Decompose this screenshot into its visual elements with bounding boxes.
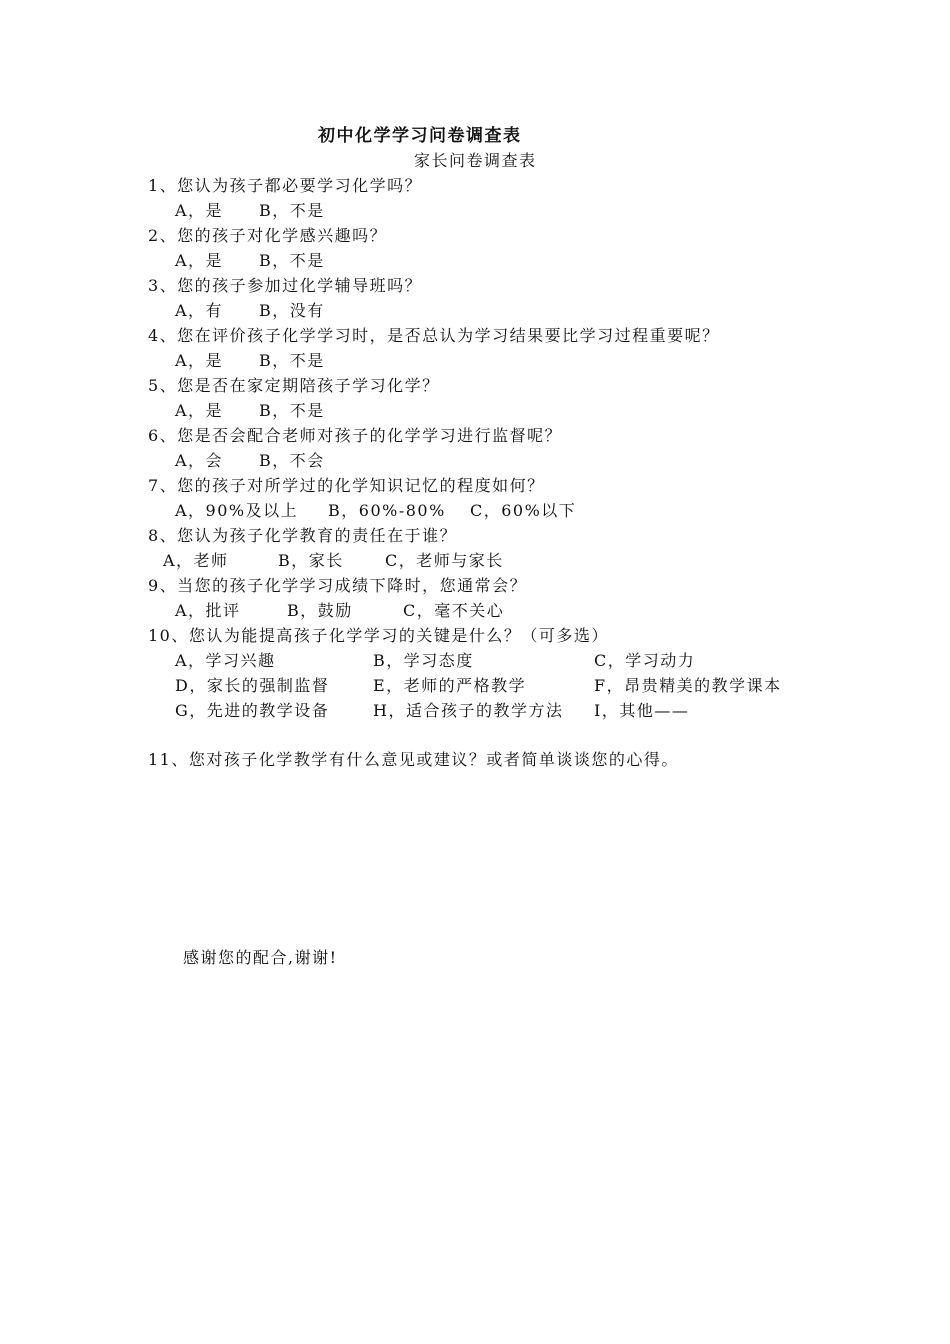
- question-2-option-b: B，不是: [259, 251, 325, 270]
- question-9-option-c: C，毫不关心: [403, 601, 505, 620]
- question-5-option-a: A，是: [175, 401, 224, 420]
- question-7-option-c: C，60%以下: [470, 501, 577, 520]
- question-6: 6、您是否会配合老师对孩子的化学学习进行监督呢？: [148, 426, 563, 445]
- question-3-option-a: A，有: [175, 301, 224, 320]
- question-8: 8、您认为孩子化学教育的责任在于谁？: [148, 526, 458, 545]
- document-subtitle: 家长问卷调查表: [414, 151, 537, 170]
- question-10-option-b: B，学习态度: [373, 651, 474, 670]
- question-8-option-c: C，老师与家长: [385, 551, 504, 570]
- question-10-option-i: I，其他——: [594, 701, 690, 720]
- question-10-option-c: C，学习动力: [594, 651, 696, 670]
- question-10-option-a: A，学习兴趣: [175, 651, 276, 670]
- document-title: 初中化学学习问卷调查表: [318, 126, 522, 146]
- question-10: 10、您认为能提高孩子化学学习的关键是什么？（可多选）: [148, 626, 609, 645]
- question-1-option-b: B，不是: [259, 201, 325, 220]
- question-5: 5、您是否在家定期陪孩子学习化学？: [148, 376, 440, 395]
- closing-thanks: 感谢您的配合,谢谢!: [183, 948, 338, 967]
- question-7-option-b: B，60%-80%: [328, 501, 446, 520]
- question-10-option-d: D，家长的强制监督: [175, 676, 330, 695]
- question-8-option-a: A，老师: [163, 551, 229, 570]
- question-5-option-b: B，不是: [259, 401, 325, 420]
- question-4-option-a: A，是: [175, 351, 224, 370]
- question-10-option-h: H，适合孩子的教学方法: [373, 701, 564, 720]
- question-7-option-a: A，90%及以上: [175, 501, 299, 520]
- question-2: 2、您的孩子对化学感兴趣吗？: [148, 226, 388, 245]
- question-9-option-a: A，批评: [175, 601, 241, 620]
- question-4-option-b: B，不是: [259, 351, 325, 370]
- question-9-option-b: B，鼓励: [287, 601, 353, 620]
- question-6-option-b: B，不会: [259, 451, 325, 470]
- question-10-option-g: G，先进的教学设备: [175, 701, 330, 720]
- question-3-option-b: B，没有: [259, 301, 325, 320]
- question-6-option-a: A，会: [175, 451, 224, 470]
- question-9: 9、当您的孩子化学学习成绩下降时，您通常会？: [148, 576, 528, 595]
- question-4: 4、您在评价孩子化学学习时，是否总认为学习结果要比学习过程重要呢？: [148, 326, 720, 345]
- question-8-option-b: B，家长: [278, 551, 344, 570]
- question-10-option-f: F，昂贵精美的教学课本: [594, 676, 782, 695]
- question-11: 11、您对孩子化学教学有什么意见或建议？或者简单谈谈您的心得。: [148, 750, 679, 769]
- question-1: 1、您认为孩子都必要学习化学吗？: [148, 176, 423, 195]
- question-7: 7、您的孩子对所学过的化学知识记忆的程度如何？: [148, 476, 545, 495]
- question-3: 3、您的孩子参加过化学辅导班吗？: [148, 276, 423, 295]
- question-10-option-e: E，老师的严格教学: [373, 676, 527, 695]
- question-2-option-a: A，是: [175, 251, 224, 270]
- question-1-option-a: A，是: [175, 201, 224, 220]
